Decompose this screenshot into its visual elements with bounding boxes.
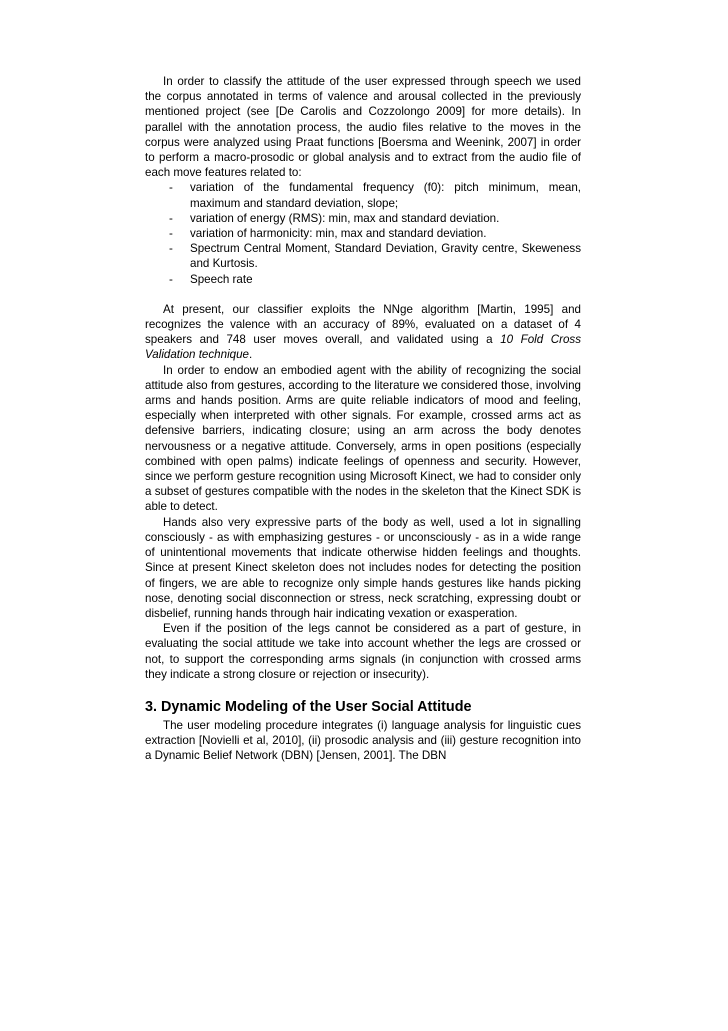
paragraph-text: At present, our classifier exploits the NNge algorithm [Martin, 1995] and recognizes the valence with an accuracy of 89%, evaluated on a dataset of 4 speakers and 748 user moves overall, and validated using a (145, 302, 581, 347)
paragraph-text-end: . (249, 348, 253, 362)
list-item (145, 211, 581, 226)
paragraph-gesture-hands: Hands also very expressive parts of the body as well, used a lot in signalling consciously - as with emphasizing gestures - or unconsciously - as in a wide range of unintentional movements that indicate otherwise hidden feelings and thoughts. Since at present Kinect skeleton does not includes nodes for detecting the position of fingers, we are able to recognize only simple hands gestures like hands picking nose, denoting social disconnection or stress, neck scratching, expressing doubt or disbelief, running hands through hair indicating vexation or exasperation. (145, 515, 581, 620)
list-item (145, 226, 581, 241)
paragraph-legs: Even if the position of the legs cannot be considered as a part of gesture, in evaluating the social attitude we take into account whether the legs are crossed or not, to support the corresponding arms signals (in conjunction with crossed arms they indicate a strong closure or rejection or insecurity). (145, 622, 581, 681)
list-item-text: variation of harmonicity: min, max and standard deviation. (190, 227, 487, 241)
list-item-text: variation of energy (RMS): min, max and standard deviation. (190, 211, 500, 225)
list-dash: - (169, 181, 173, 195)
section-heading: 3. Dynamic Modeling of the User Social Attitude (145, 698, 472, 715)
feature-list (145, 180, 581, 286)
list-dash: - (169, 227, 173, 241)
paragraph-user-modeling: The user modeling procedure integrates (i) language analysis for linguistic cues extraction [Novielli et al, 2010], (ii) prosodic analysis and (iii) gesture recognition into a Dynamic Belief Network (DBN) [Jensen, 2001]. The DBN (145, 718, 581, 763)
list-item (145, 180, 581, 210)
page-body (145, 74, 581, 764)
paragraph-classifier-accuracy (145, 302, 581, 363)
italic-technique-name: 10 Fold Cross Validation technique (145, 333, 582, 362)
list-item-text: Spectrum Central Moment, Standard Deviation, Gravity centre, Skeweness and Kurtosis. (190, 242, 581, 271)
paragraph-gesture-arms: In order to endow an embodied agent with the ability of recognizing the social attitude also from gestures, according to the literature we considered those, involving arms and hands position. Arms are quite reliable indicators of mood and feeling, especially when interpreted with other signals. For example, crossed arms act as defensive barriers, indicating closure; using an arm across the body denotes nervousness or a negative attitude. Conversely, arms in open positions (especially combined with open palms) indicate feelings of openness and security. However, since we perform gesture recognition using Microsoft Kinect, we had to consider only a subset of gestures compatible with the nodes in the skeleton that the Kinect SDK is able to detect. (145, 363, 581, 514)
list-item-text: Speech rate (190, 272, 253, 286)
list-dash: - (169, 272, 173, 286)
list-item (145, 272, 581, 287)
list-item (145, 241, 581, 271)
paragraph-speech-classification: In order to classify the attitude of the user expressed through speech we used the corpus annotated in terms of valence and arousal collected in the previously mentioned project (see [De Carolis and Cozzolongo 2009] for more details). In parallel with the annotation process, the audio files relative to the moves in the corpus were analyzed using Praat functions [Boersma and Weenink, 2007] in order to perform a macro-prosodic or global analysis and to extract from the audio file of each move features related to: (145, 75, 581, 180)
list-dash: - (169, 211, 173, 225)
list-item-text: variation of the fundamental frequency (f0): pitch minimum, mean, maximum and standard deviation, slope; (190, 181, 581, 210)
list-dash: - (169, 242, 173, 256)
